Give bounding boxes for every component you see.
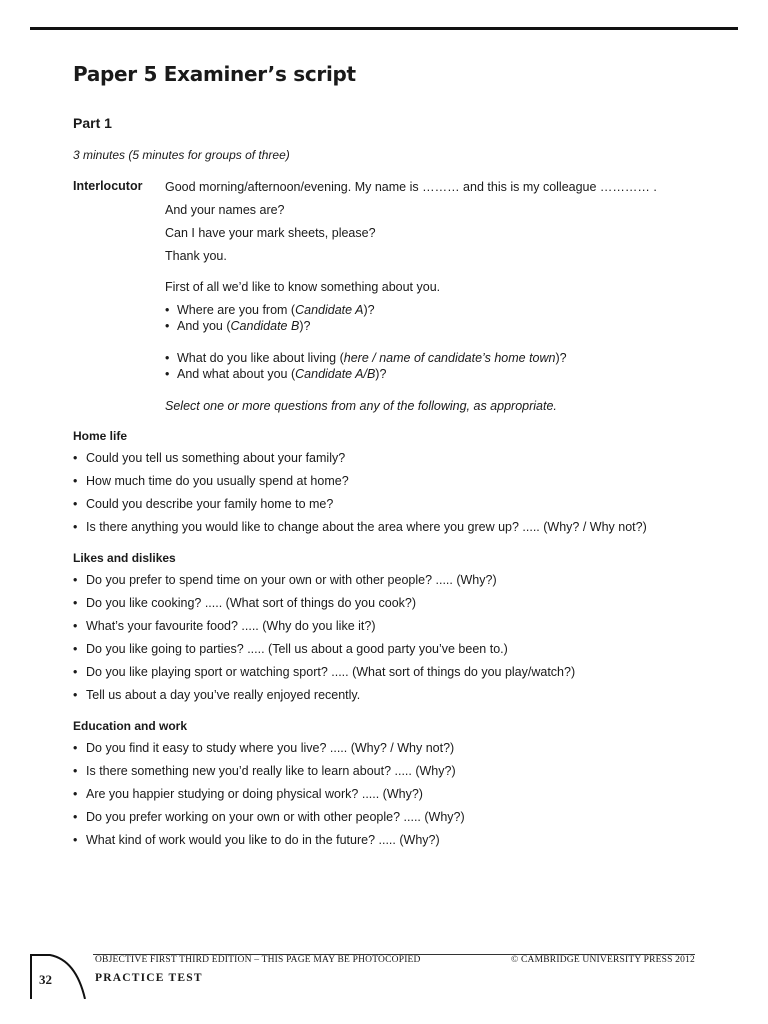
script-intro: First of all we’d like to know something about you. xyxy=(165,280,441,294)
section-title: Likes and dislikes xyxy=(73,551,176,565)
question-item: • Tell us about a day you’ve really enjoyed recently. xyxy=(73,687,753,710)
question-item: • Do you find it easy to study where you live? ..... (Why? / Why not?) xyxy=(73,740,753,763)
question-item: • Do you like going to parties? ..... (Tell us about a good party you’ve been to.) xyxy=(73,641,753,664)
question-item: • Do you prefer working on your own or with other people? ..... (Why?) xyxy=(73,809,753,832)
bullet-icon: • xyxy=(73,665,78,679)
speaker-label: Interlocutor xyxy=(73,179,143,193)
question-item: • Is there anything you would like to change about the area where you grew up? ..... (Why? / Why not?) xyxy=(73,519,753,542)
question-item: • Are you happier studying or doing physical work? ..... (Why?) xyxy=(73,786,753,809)
footer-copyright-notice: OBJECTIVE FIRST THIRD EDITION – THIS PAGE MAY BE PHOTOCOPIED xyxy=(95,955,421,965)
script-line: Thank you. xyxy=(165,249,227,263)
bullet-icon: • xyxy=(73,451,78,465)
question-item: • Do you like playing sport or watching sport? ..... (What sort of things do you play/watch?) xyxy=(73,664,753,687)
part-title: Part 1 xyxy=(73,115,112,131)
instruction-text: Select one or more questions from any of the following, as appropriate. xyxy=(165,399,557,413)
bullet-icon: • xyxy=(165,351,170,365)
bullet-icon: • xyxy=(73,833,78,847)
interlocutor-script xyxy=(165,179,725,421)
bullet-icon: • xyxy=(73,810,78,824)
section-title: Home life xyxy=(73,429,128,443)
script-line: Can I have your mark sheets, please? xyxy=(165,226,376,240)
script-line: And your names are? xyxy=(165,203,285,217)
section-likes-dislikes xyxy=(73,550,753,710)
question-item: • Do you like cooking? ..... (What sort of things do you cook?) xyxy=(73,595,753,618)
section-title: Education and work xyxy=(73,719,188,733)
question-item: • Is there something new you’d really like to learn about? ..... (Why?) xyxy=(73,763,753,786)
bullet-icon: • xyxy=(73,596,78,610)
part-duration: 3 minutes (5 minutes for groups of three) xyxy=(73,148,290,162)
bullet-icon: • xyxy=(165,367,170,381)
list-item: • Where are you from (Candidate A)? xyxy=(165,303,375,317)
bullet-icon: • xyxy=(165,319,170,333)
list-item: • What do you like about living (here / name of candidate’s home town)? xyxy=(165,351,567,365)
script-line: Good morning/afternoon/evening. My name is ……… and this is my colleague ………… . xyxy=(165,180,657,194)
bullet-icon: • xyxy=(73,619,78,633)
section-home-life xyxy=(73,428,753,542)
bullet-icon: • xyxy=(73,573,78,587)
footer-publisher: © CAMBRIDGE UNIVERSITY PRESS 2012 xyxy=(511,955,695,965)
section-education-work xyxy=(73,718,753,855)
list-item: • And what about you (Candidate A/B)? xyxy=(165,367,387,381)
bullet-icon: • xyxy=(73,642,78,656)
bullet-icon: • xyxy=(73,764,78,778)
question-item: • Do you prefer to spend time on your own or with other people? ..... (Why?) xyxy=(73,572,753,595)
page-number: 32 xyxy=(39,972,52,987)
bullet-icon: • xyxy=(73,474,78,488)
bullet-icon: • xyxy=(73,688,78,702)
list-item: • And you (Candidate B)? xyxy=(165,319,311,333)
question-item: • What’s your favourite food? ..... (Why do you like it?) xyxy=(73,618,753,641)
bullet-icon: • xyxy=(73,741,78,755)
bullet-icon: • xyxy=(165,303,170,317)
bullet-icon: • xyxy=(73,787,78,801)
question-item: • What kind of work would you like to do in the future? ..... (Why?) xyxy=(73,832,753,855)
footer-section-label: PRACTICE TEST xyxy=(95,972,203,984)
question-item: • Could you describe your family home to me? xyxy=(73,496,753,519)
bullet-icon: • xyxy=(73,520,78,534)
top-rule xyxy=(30,27,738,30)
question-item: • Could you tell us something about your family? xyxy=(73,450,753,473)
page-title: Paper 5 Examiner’s script xyxy=(73,62,356,86)
bullet-icon: • xyxy=(73,497,78,511)
question-item: • How much time do you usually spend at home? xyxy=(73,473,753,496)
